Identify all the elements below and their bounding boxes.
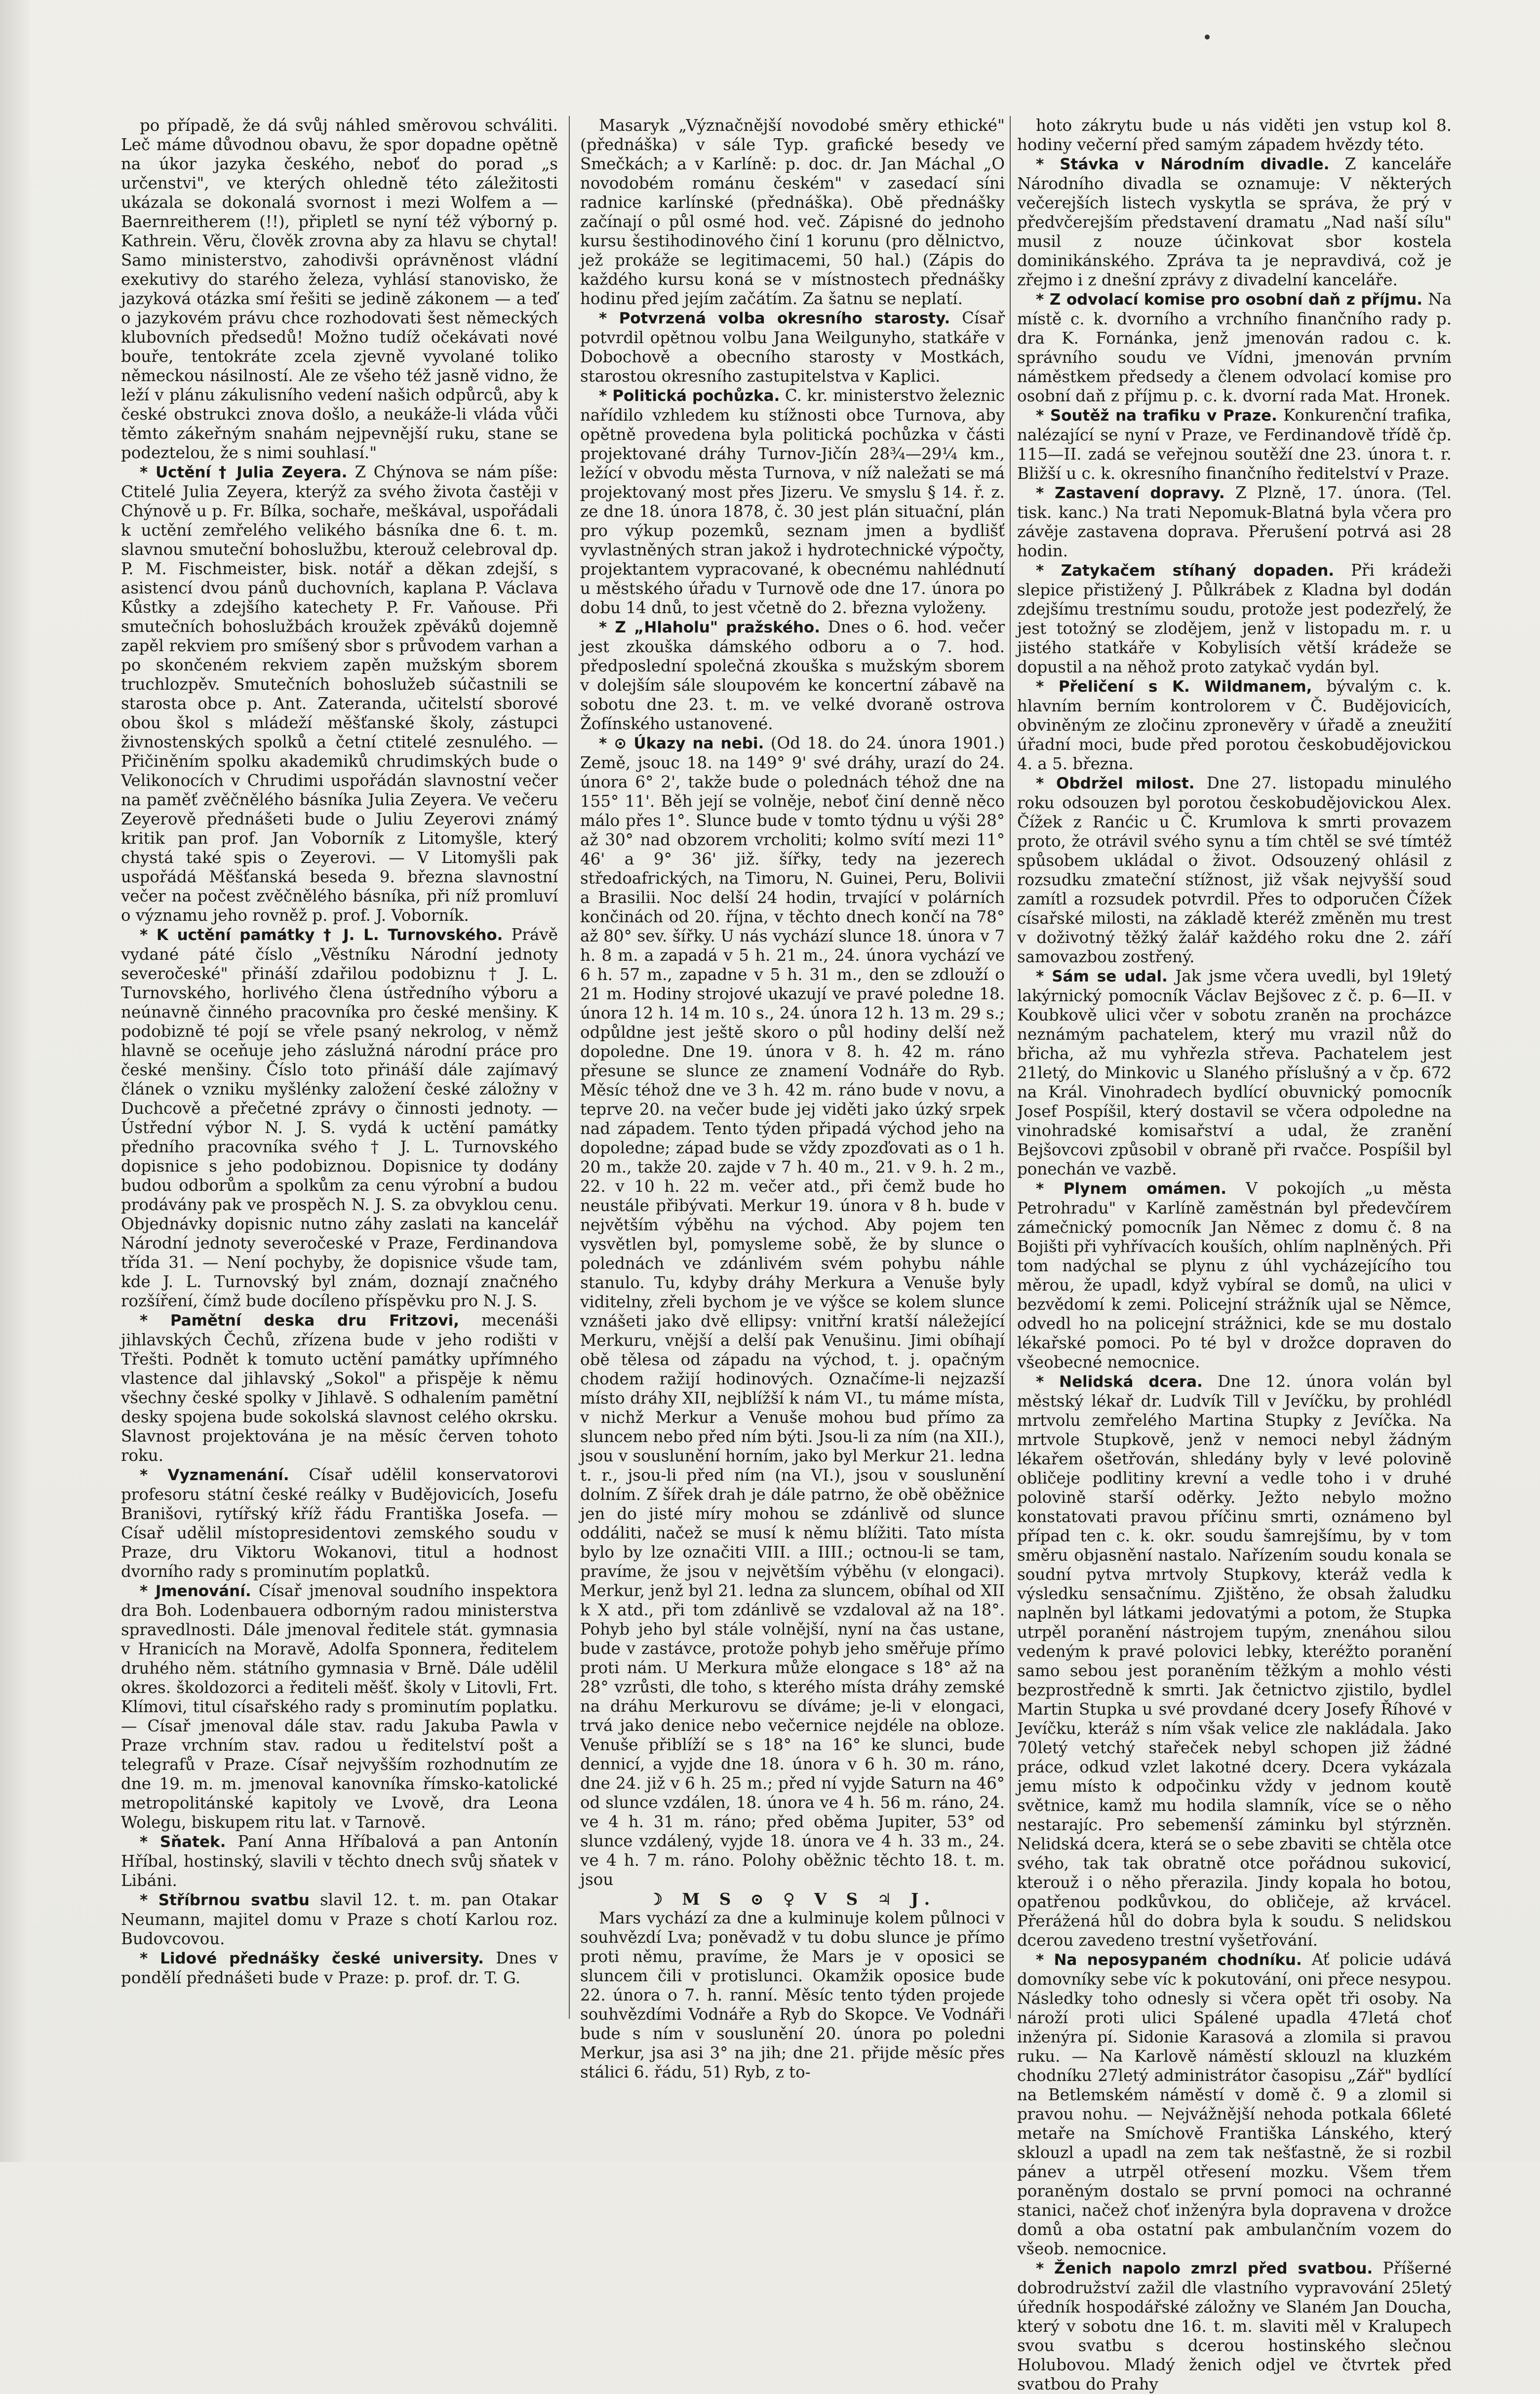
news-headline: * Soutěž na trafiku v Praze.	[1036, 407, 1277, 425]
news-headline: * K uctění památky † J. L. Turnovského.	[140, 926, 503, 944]
news-body: Při krádeži slepice přistižený J. Půlkrábek z Kladna byl dodán zdejšímu trestnímu soudu, protože jest podezřelý, že jest totožný se zlodějem, jenž v listopadu m. r. u jistého statkáře v Kobylisích větší krádeže se dopustil a na něhož proto zatykač vydán byl.	[1017, 561, 1452, 676]
news-body: Z Chýnova se nám píše: Ctitelé Julia Zeyera, kterýž za svého života častěji v Chýnově u p. Fr. Bílka, sochaře, meškával, uspořádali k uctění zemřelého velikého básníka dne 6. t. m. slavnou smuteční bohoslužbu, kterouž celebroval dp. P. M. Fischmeister, bisk. notář a děkan zdejší, s asistencí dvou pánů duchovních, kaplana P. Václava Kůstky a zdejšího katechety P. Fr. Vaňouse. Při smutečních bohoslužbách kroužek zpěváků dojemně zapěl rekviem pro smíšený sbor s průvodem varhan a po skončeném rekviem zapěn mužským sborem truchlozpěv. Smutečních bohoslužeb súčastnili se starosta obce p. Ant. Zateranda, učitelstí sborové obou škol s mládeží měšťanské školy, zástupci živnostenských spolků a četní ctitelé zesnulého. — Přičiněním spolku akademiků chrudimských bude o Velikonocích v Chrudimi uspořádán slavnostní večer na paměť zvěčnělého básníka Julia Zeyera. Ve večeru Zeyerově přednášeti bude o Juliu Zeyerovi známý kritik pan prof. Jan Voborník z Litomyšle, který chystá také spis o Zeyerovi. — V Litomyšli pak uspořádá Měšťanská beseda 9. března slavnostní večer na počest zvěčnělého básníka, při níž promluví o významu jeho rovněž p. prof. J. Voborník.	[121, 463, 558, 925]
news-body: Dne 27. listopadu minulého roku odsouzen byl porotou českobudějovickou Alex. Čížek z Ranćic u Č. Krumlova k smrti provazem proto, že otrávil svého synu a tím chtěl se své tímtéž spůsobem ukládal o život. Odsouzený ohlásil z rozsudku zmateční stížnost, již však nejvyšší soud zamítl a rozsudek potvrdil. Přes to odporučen Čížek císařské milosti, na základě kteréž změněn mu trest v doživotný těžký žalář každého roku dne 2. září samovazbou zostřený.	[1017, 774, 1452, 966]
news-item	[1017, 2259, 1452, 2394]
news-item	[580, 1909, 1005, 2082]
news-headline: * Uctění † Julia Zeyera.	[140, 464, 348, 481]
news-body: Císař jmenoval soudního inspektora dra Boh. Lodenbauera odborným radou ministerstva spravedlnosti. Dále jmenoval ředitele stát. gymnasia v Hranicích na Moravě, Adolfa Sponnera, ředitelem druhého něm. státního gymnasia v Brně. Dále udělil okres. školdozorci a řediteli měšť. školy v Litovli, Frt. Klímovi, titul císařského rady s prominutím poplatku. — Císař jmenoval dále stav. radu Jakuba Pawla v Praze vrchním stav. radou u ředitelství pošt a telegrafů v Praze. Císař nejvyšším rozhodnutím ze dne 19. m. m. jmenoval kanovníka římsko-katolické metropolitánské kapitoly ve Lvově, dra Leona Wolegu, biskupem ritu lat. v Tarnově.	[121, 1581, 558, 1832]
news-item	[121, 1581, 558, 1832]
news-body: Dnes o 6. hod. večer jest zkouška dámského odboru a o 7. hod. předposlední společná zkouška s mužským sborem v dolejším sále sloupovém ke koncertní zábavě na sobotu dne 23. t. m. ve velké dvoraně ostrova Žofínského ustanovené.	[580, 618, 1005, 733]
news-body: hoto zákrytu bude u nás viděti jen vstup kol 8. hodiny večerní před samým západem hvězdy této.	[1017, 116, 1452, 154]
news-item	[1017, 290, 1452, 406]
news-body: mecenáši jihlavských Čechů, zřízena bude v jeho rodišti v Třešti. Podnět k tomuto uctění památky upřímného vlastence dal jihlavský „Sokol" a přispěje k němu všechny české spolky v Jihlavě. S odhalením pamětní desky spojena bude sokolská slavnost celého okrsku. Slavnost projektována je na měsíc červen tohoto roku.	[121, 1311, 558, 1465]
news-body: Na místě c. k. dvorního a vrchního finančního rady p. dra K. Fornánka, jenž jmenován radou c. k. správního soudu ve Vídni, jmenován prvním náměstkem předsedy a členem odvolací komise pro osobní daň z příjmu p. c. k. dvorní rada Mat. Hronek.	[1017, 290, 1452, 405]
news-headline: * Potvrzená volba okresního starosty.	[599, 310, 950, 327]
news-headline: * Sňatek.	[140, 1833, 226, 1851]
news-headline: * Stříbrnou svatbu	[140, 1891, 310, 1909]
news-item	[121, 116, 558, 463]
news-body: Konkurenční trafika, nalézající se nyní v Praze, ve Ferdinandově třídě čp. 115—II. zadá se veřejnou soutěží dne 23. února t. r. Bližší u c. k. okresního finančního ředitelství v Praze.	[1017, 406, 1452, 483]
news-headline: * Ženich napolo zmrzl před svatbou.	[1036, 2260, 1373, 2277]
planet-positions-figure	[580, 1889, 1005, 1909]
news-item	[1017, 774, 1452, 967]
news-body: bývalým c. k. hlavním berním kontrolorem v Č. Budějovicích, obviněným ze zločinu zpronevěry v úřadě a zneužití úřadní moci, bude před porotou českobudějovickou 4. a 5. března.	[1017, 677, 1452, 773]
news-item	[580, 734, 1005, 1889]
news-item	[121, 1949, 558, 1988]
news-headline: * Obdržel milost.	[1036, 775, 1195, 792]
news-item	[1017, 155, 1452, 290]
page-speck	[1205, 35, 1210, 39]
news-headline: * Zatykačem stíhaný dopaden.	[1036, 562, 1335, 580]
news-body: (Od 18. do 24. února 1901.) Země, jsouc 18. na 149° 9' své dráhy, urazí do 24. února 6° 2', takže bude o polednách téhož dne na 155° 11'. Běh její se volněje, neboť činí denně něco málo přes 1°. Slunce bude v tomto týdnu u výši 28° až 30° nad obzorem vrcholiti; kolmo svítí mezi 11° 46' a 9° 36' již. šířky, tedy na jezerech středoafrických, na Timoru, N. Guinei, Peru, Bolivii a Brasilii. Noc delší 24 hodin, trvající v polárních končinách od 20. října, v těchto dnech končí na 78° až 80° sev. šířky. U nás vychází slunce 18. února v 7 h. 8 m. a zapadá v 5 h. 21 m., 24. února vychází ve 6 h. 57 m., zapadne v 5 h. 31 m., den se zdlouží o 21 m. Hodiny strojové ukazují ve pravé poledne 18. února 12 h. 14 m. 10 s., 24. února 12 h. 13 m. 29 s.; odpůldne jest ještě skoro o půl hodiny delší než dopoledne. Dne 19. února v 8. h. 42 m. ráno přesune se slunce ze znamení Vodnáře do Ryb. Měsíc téhož dne ve 3 h. 42 m. ráno bude v novu, a teprve 20. na večer bude jej viděti jako úzký srpek nad západem. Tento týden připadá východ jeho na dopoledne; západ bude se vždy zpozďovati as o 1 h. 20 m., takže 20. zajde v 7 h. 40 m., 21. v 9. h. 2 m., 22. v 10 h. 22 m. večer atd., při čemž bude ho neustále přibývati. Merkur 19. února v 8 h. bude v největším výběhu na východ. Aby pojem ten vysvětlen byl, pomysleme sobě, že by slunce o polednách ve zdánlivém svém pohybu náhle stanulo. Tu, kdyby dráhy Merkura a Venuše byly viditelny, zřeli bychom je ve výšce se kolem slunce vznášeti jako dvě ellipsy: vnitřní kratší náležející Merkuru, vnější a delší pak Venušinu. Jimi obíhají obě tělesa od západu na východ, t. j. opačným chodem ražijí hodinových. Označíme-li nejzazší místo dráhy XII, nejblížší k nám VI., tu máme místa, v nichž Merkur a Venuše mohou bud přímo za sluncem nebo před ním býti. Jsou-li za ním (na XII.), jsou v souslunění horním, jako byl Merkur 21. ledna t. r., jsou-li před ním (na VI.), jsou v souslunění dolním. Z šířek drah je dále patrno, že obě oběžnice jen do jisté míry mohou se zdánlivě od slunce oddáliti, načež se musí k němu blížiti. Tato místa bylo by lze označiti VIII. a IIII.; octnou-li se tam, pravíme, že jsou v největším výběhu (v elongaci). Merkur, jenž byl 21. ledna za sluncem, obíhal od XII k X atd., při tom zdánlivě se vzdaloval až na 18°. Pohyb jeho byl stále volnější, nyní na čas ustane, bude v zastávce, protože pohyb jeho směřuje přímo proti nám. U Merkura může elongace s 18° až na 28° vzrůsti, dle toho, s kterého místa dráhy zemské na dráhu Merkurovu se díváme; je-li v elongaci, trvá jako denice nebo večernice nejdéle na obloze. Venuše přiblíží se s 18° na 16° ke slunci, bude dennicí, a vyjde dne 18. února v 6 h. 30 m. ráno, dne 24. již v 6 h. 25 m.; před ní vyjde Saturn na 46° od slunce vzdálen, 18. února ve 4 h. 56 m. ráno, 24. ve 4 h. 31 m. ráno; před oběma Jupiter, 53° od slunce vzdálený, vyjde 18. února ve 4 h. 33 m., 24. ve 4 h. 7 m. ráno. Polohy oběžnic těchto 18. t. m. jsou	[580, 734, 1005, 1889]
news-headline: * Na neposypaném chodníku.	[1036, 1951, 1302, 1969]
news-headline: * Pamětní deska dru Fritzovi,	[140, 1312, 459, 1330]
news-item	[1017, 483, 1452, 561]
news-item	[1017, 406, 1452, 483]
news-body: Právě vydané páté číslo „Věstníku Národní jednoty severočeské" přináší zdařilou podobiznu † J. L. Turnovského, horlivého člena ústředního výboru a neúnavně činného pracovníka pro české menšiny. K podobizně té pojí se vřele psaný nekrolog, v němž hlavně se oceňuje jeho záslužná národní práce pro české menšiny. Číslo toto přináší dále zajímavý článek o vzniku myšlénky založení české záložny v Duchcově a přečetné zprávy o činnosti jednoty. — Ústřední výbor N. J. S. vydá k uctění památky předního pracovníka svého † J. L. Turnovského dopisnice s jeho podobiznou. Dopisnice ty dodány budou odborům a spolkům za cenu výrobní a budou prodávány pak ve prospěch N. J. S. za obvyklou cenu. Objednávky dopisnic nutno záhy zaslati na kancelář Národní jednoty severočeské v Praze, Ferdinandova třída 31. — Není pochyby, že dopisnice všude tam, kde J. L. Turnovský byl znám, doznají značného rozšíření, čímž bude docíleno příspěvku pro N. J. S.	[121, 925, 558, 1310]
news-body: Masaryk „Význačnější novodobé směry ethické" (přednáška) v sále Typ. grafické besedy ve Smečkách; a v Karlíně: p. doc. dr. Jan Máchal „O novodobém románu českém" v zasedací síni radnice karlínské (přednáška). Obě přednášky začínají o půl osmé hod. več. Zápisné do jednoho kursu šestihodinového činí 1 korunu (pro dělnictvo, jež prokáže se legitimacemi, 50 hal.) (Zápis do každého kursu koná se v místnostech přednášky hodinu před jejím začátím. Za šatnu se neplatí.	[580, 116, 1005, 308]
news-headline: * Sám se udal.	[1036, 968, 1168, 985]
column-2	[580, 116, 1005, 2081]
news-headline: * Vyznamenání.	[140, 1466, 289, 1484]
news-body: Císař potvrdil opětnou volbu Jana Weilgunyho, statkáře v Dobochově a obecního starosty v Mostkách, starostou okresního zastupitelstva v Kaplici.	[580, 309, 1005, 386]
news-item	[1017, 967, 1452, 1179]
news-headline: * Z „Hlaholu" pražského.	[599, 619, 820, 636]
news-item	[121, 1311, 558, 1465]
news-body: Císař udělil konservatorovi profesoru státní české reálky v Budějovicích, Josefu Branišovi, rytířský kříž řádu Františka Josefa. — Císař udělil místopresidentovi zemského soudu v Praze, dru Viktoru Wokanovi, titul a hodnost dvorního rady s prominutím poplatků.	[121, 1465, 558, 1581]
news-item	[580, 386, 1005, 618]
news-body: Příšerné dobrodružství zažil dle vlastního vypravování 25letý úředník hospodářské záložny ve Slaném Jan Doucha, který v sobotu dne 16. t. m. slaviti měl v Kralupech svou svatbu s dcerou hostinského slečnou Holubovou. Mladý ženich odjel ve čtvrtek před svatbou do Prahy	[1017, 2259, 1452, 2394]
news-item	[121, 1832, 558, 1890]
news-headline: * ⊙ Úkazy na nebi.	[599, 735, 764, 752]
news-item	[580, 618, 1005, 734]
figure-text: ☽ M S ⊙ ♀ V S ♃ J.	[648, 1889, 937, 1909]
news-body: slavil 12. t. m. pan Otakar Neumann, majitel domu v Praze s chotí Karlou roz. Budovcovou.	[121, 1890, 558, 1948]
news-item	[1017, 677, 1452, 774]
column-3	[1017, 116, 1452, 2394]
page-edge-shadow	[0, 0, 30, 2162]
news-body: Ať policie udává domovníky sebe víc k pokutování, oni přece nesypou. Následky toho odnesly si včera opět tři osoby. Na nároží proti ulici Spálené upadla 47letá choť inženýra pí. Sidonie Karasová a zlomila si pravou ruku. — Na Karlově náměstí sklouzl na kluzkém chodníku 27letý administrátor časopisu „Zář" bydlící na Betlemském náměstí v domě č. 9 a zlomil si pravou nohu. — Nejvážnější nehoda potkala 66leté metaře na Smíchově Františka Lánského, který sklouzl a upadl na zem tak nešťastně, že si rozbil pánev a utrpěl otřesení mozku. Všem třem poraněným dostalo se první pomoci na ochranné stanici, načež choť inženýra byla dopravena v drožce domů a oba ostatní pak ambulančním vozem do všeob. nemocnice.	[1017, 1950, 1452, 2258]
news-item	[121, 463, 558, 925]
news-item	[580, 116, 1005, 309]
news-headline: * Z odvolací komise pro osobní daň z příjmu.	[1036, 291, 1423, 309]
news-headline: * Nelidská dcera.	[1036, 1373, 1203, 1391]
news-body: C. kr. ministerstvo železnic nařídilo vzhledem ku stížnosti obce Turnova, aby opětně provedena byla politická pochůzka v části projektované dráhy Turnov-Jičín 28¾—29¼ km., ležící v obvodu města Turnova, v níž naležati se má projektovaný most přes Jizeru. Ve smyslu § 14. ř. z. ze dne 18. února 1878, č. 30 jest plán situační, plán pro výkup pozemků, seznam jmen a bydlišť vyvlastněných stran jakož i hydrotechnické výpočty, projektantem vypracované, k obecnému nahlédnutí u městského úřadu v Turnově ode dne 17. února po dobu 14 dnů, to jest včetně do 2. března vyloženy.	[580, 386, 1005, 617]
news-item	[1017, 561, 1452, 677]
news-body: Dnes v pondělí přednášeti bude v Praze: p. prof. dr. T. G.	[121, 1949, 558, 1987]
news-body: Jak jsme včera uvedli, byl 19letý lakýrnický pomocník Václav Bejšovec z č. p. 6—II. v Koubkově ulici včer v sobotu zraněn na procházce neznámým pachatelem, který mu vrazil nůž do břicha, až mu vyhřezla střeva. Pachatelem jest 21letý, do Minkovic u Slaného příslušný a v čp. 672 na Král. Vinohradech bydlící obuvnický pomocník Josef Pospíšil, který dostavil se včera odpoledne na vinohradské komisařství a udal, že zranění Bejšovcovi způsobil v obraně při rvačce. Pospíšil byl ponechán ve vazbě.	[1017, 967, 1452, 1178]
news-item	[121, 925, 558, 1311]
news-headline: * Plynem omámen.	[1036, 1180, 1226, 1198]
news-headline: * Lidové přednášky české university.	[140, 1950, 484, 1967]
column-rule	[1010, 116, 1011, 2019]
column-1	[121, 116, 558, 2019]
news-body: Dne 12. února volán byl městský lékař dr. Ludvík Till v Jevíčku, by prohlédl mrtvolu zemřelého Martina Stupky z Jevíčka. Na mrtvole Stupkově, jenž v nemoci nebyl žádným lékařem ošetřován, shledány byly v levé polovině obličeje podlitiny krevní a vedle toho i v druhé polovině starší oděrky. Ježto nebylo možno konstatovati pravou příčinu smrti, oznámeno byl případ ten c. k. okr. soudu šamrejšímu, by v tom směru objasnění nastalo. Nařízením soudu konala se soudní pytva mrtvoly Stupkovy, kteráž vedla k výsledku sensačnímu. Zjištěno, že obsah žaludku naplněn byl látkami jedovatými a potom, že Stupka utrpěl poranění nástrojem tupým, znenáhou silou vedeným k pravé polovici lebky, kteréžto poranění samo sebou jest poraněním těžkým a mohlo vésti bezprostředně k smrti. Jak četnictvo zjistilo, bydlel Martin Stupka u své provdané dcery Josefy Říhové v Jevíčku, kteráž s ním však velice zle nakládala. Jako 70letý vetchý stařeček nebyl schopen již žádné práce, odkud vzlet lakotné dcery. Dcera vykázala jemu místo k odpočinku vždy v jednom koutě světnice, kamž mu hodila slamník, více se o něho nestarajíc. Pro sebemenší záminku byl stýrzněn. Nelidská dcera, která se o sebe zbaviti se chtěla otce svého, tak tak obratně otce pořádnou sukovicí, kterouž i o něho přerazila. Jindy kopala ho botou, opatřenou podkůvkou, do obličeje, až krvácel. Přerážená hůl do dobra byla k soudu. S nelidskou dcerou zavedeno trestní vyšetřování.	[1017, 1372, 1452, 1950]
news-headline: * Zastavení dopravy.	[1036, 484, 1225, 502]
news-item	[121, 1890, 558, 1949]
news-item	[1017, 1179, 1452, 1372]
news-body: po případě, že dá svůj náhled směrovou schváliti. Leč máme důvodnou obavu, že spor dopadne opětně na úkor jazyka českého, neboť do porad „s určenstvi", ve kterých ohledně této záležitosti ukázala se dokonalá svornost i mezi Wolfem a — Baernreitherem (!!), připletl se nyní též výborný p. Kathrein. Věru, člověk zrovna aby za hlavu se chytal! Samo ministerstvo, zahodivši oprávněnost vládní exekutivy do starého železa, vyhlásí stanovisko, že jazyková otázka smí řešiti se jedině zákonem — a teď o jazykovém právu chce rozhodovati šest německých klubovních předsedů! Možno tudíž očekávati nové bouře, tentokráte zcela zjevně vyvolané toliko německou násilností. Ale ze všeho též jasně vidno, že leží v plánu zákulisního vedení našich odpůrců, aby k české obstrukci znova došlo, a neukáže-li vláda vůči těmto zákeřným snahám nejpevnější ruku, stane se podeztelou, že s nimi souhlasí."	[121, 116, 558, 462]
news-body: Mars vychází za dne a kulminuje kolem půlnoci v souhvězdí Lva; poněvadž v tu dobu slunce je přímo proti němu, pravíme, že Mars je v oposici se sluncem čili v protislunci. Okamžik oposice bude 22. února o 7. h. ranní. Měsíc tento týden projede souhvězdími Vodnáře a Ryb do Skopce. Ve Vodnáři bude s ním v souslunění 20. února po poledni Merkur, jsa asi 3° na jih; dne 21. přijde měsíc přes stálici 6. řádu, 51) Ryb, z to-	[580, 1909, 1005, 2081]
news-body: Z kanceláře Národního divadla se oznamuje: V některých večerejších listech vyskytla se správa, že prý v předvčerejším představení dramatu „Nad naší sílu" musil z nouze účinkovat sbor kostela dominikánského. Zpráva ta je nepravdivá, což je zřejmo i z dnešní zprávy z divadelní kanceláře.	[1017, 155, 1452, 289]
news-headline: * Přeličení s K. Wildmanem,	[1036, 678, 1312, 696]
news-item	[1017, 1372, 1452, 1950]
news-headline: * Jmenování.	[140, 1582, 251, 1600]
news-body: Z Plzně, 17. února. (Tel. tisk. kanc.) Na trati Nepomuk-Blatná byla včera pro závěje zastavena doprava. Přerušení potrvá asi 28 hodin.	[1017, 483, 1452, 560]
news-headline: * Politická pochůzka.	[599, 387, 780, 405]
column-rule	[569, 116, 570, 2019]
news-body: Paní Anna Hříbalová a pan Antonín Hříbal, hostinský, slavili v těchto dnech svůj sňatek v Libáni.	[121, 1832, 558, 1890]
news-item	[121, 1465, 558, 1581]
news-body: V pokojích „u města Petrohradu" v Karlíně zaměstnán byl předevčírem zámečnický pomocník Jan Němec z domu č. 8 na Bojišti při vyhřívacích kouších, ohlím naplněných. Při tom nadýchal se plynu z úhl vycházejícího tou měrou, že upadl, když vybíral se domů, na ulici v bezvědomí k zemi. Policejní strážník ujal se Němce, odvedl ho na policejní strážnici, kde se mu dostalo lékařské pomoci. Po té byl v drožce dopraven do všeobecné nemocnice.	[1017, 1179, 1452, 1372]
news-item	[580, 309, 1005, 386]
news-headline: * Stávka v Národním divadle.	[1036, 156, 1330, 173]
news-item	[1017, 1950, 1452, 2259]
news-item	[1017, 116, 1452, 155]
